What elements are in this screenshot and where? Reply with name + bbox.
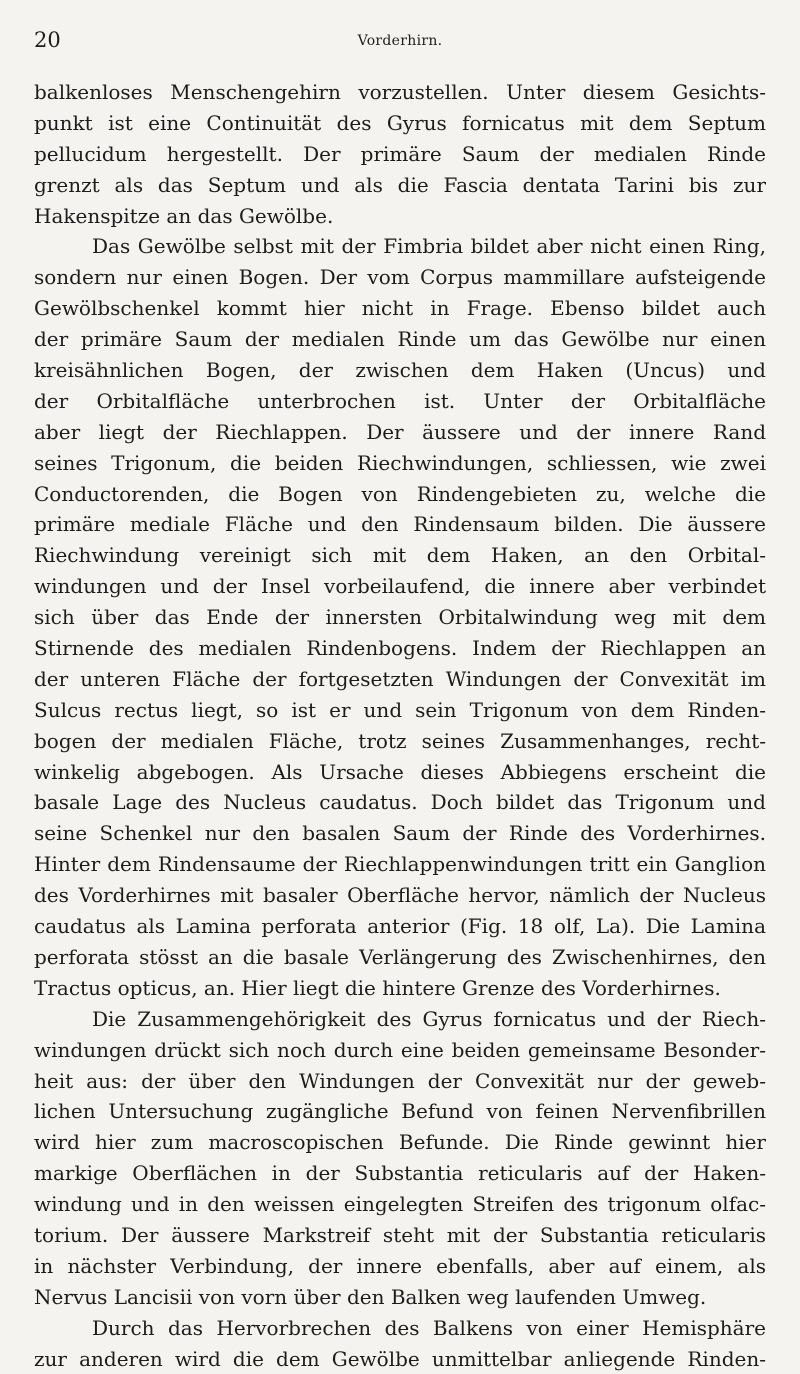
text-line: des Vorderhirnes mit basaler Oberfläche hervor, nämlich der Nucleus [34, 883, 766, 908]
text-line: seines Trigonum, die beiden Riechwindungen, schliessen, wie zwei [34, 450, 766, 475]
paragraph [34, 1313, 766, 1374]
text-line: windungen drückt sich noch durch eine beiden gemeinsame Besonder- [34, 1037, 766, 1062]
text-line: in nächster Verbindung, der innere ebenfalls, aber auf einem, als [34, 1253, 766, 1278]
text-line: balkenloses Menschengehirn vorzustellen. Unter diesem Gesichts- [34, 80, 766, 104]
text-line: Riechwindung vereinigt sich mit dem Haken, an den Orbital- [34, 543, 766, 568]
text-line: basale Lage des Nucleus caudatus. Doch bildet das Trigonum und [34, 790, 766, 815]
paragraph [34, 231, 766, 1003]
text-line: bogen der medialen Fläche, trotz seines Zusammenhanges, recht- [34, 728, 766, 753]
page-header [34, 28, 766, 58]
text-line: seine Schenkel nur den basalen Saum der Rinde des Vorderhirnes. [34, 821, 766, 846]
text-line: punkt ist eine Continuität des Gyrus fornicatus mit dem Septum [34, 110, 766, 135]
text-line: primäre mediale Fläche und den Rindensaum bilden. Die äussere [34, 512, 766, 537]
text-line: aber liegt der Riechlappen. Der äussere und der innere Rand [34, 419, 766, 444]
text-line: grenzt als das Septum und als die Fascia dentata Tarini bis zur [34, 172, 766, 197]
text-line: Stirnende des medialen Rindenbogens. Indem der Riechlappen an [34, 636, 766, 661]
text-line: der unteren Fläche der fortgesetzten Windungen der Convexität im [34, 666, 766, 691]
text-line: perforata stösst an die basale Verlängerung des Zwischenhirnes, den [34, 944, 766, 969]
text-line: Das Gewölbe selbst mit der Fimbria bildet aber nicht einen Ring, [92, 234, 766, 259]
text-line: markige Oberflächen in der Substantia reticularis auf der Haken- [34, 1161, 766, 1186]
text-line: Hakenspitze an das Gewölbe. [34, 203, 334, 228]
text-line: Sulcus rectus liegt, so ist er und sein Trigonum von dem Rinden- [34, 697, 766, 722]
text-line: wird hier zum macroscopischen Befunde. Die Rinde gewinnt hier [34, 1130, 766, 1155]
text-line: Hinter dem Rindensaume der Riechlappenwindungen tritt ein Ganglion [34, 852, 766, 877]
text-line: Conductorenden, die Bogen von Rindengebieten zu, welche die [34, 481, 766, 506]
text-line: sondern nur einen Bogen. Der vom Corpus mammillare aufsteigende [34, 265, 766, 290]
text-line: kreisähnlichen Bogen, der zwischen dem Haken (Uncus) und [34, 358, 766, 383]
text-line: zur anderen wird die dem Gewölbe unmittelbar anliegende Rinden- [34, 1346, 766, 1371]
text-line: caudatus als Lamina perforata anterior (Fig. 18 olf, La). Die Lamina [34, 914, 766, 939]
text-line: Nervus Lancisii von vorn über den Balken weg laufenden Umweg. [34, 1284, 707, 1309]
text-line: der primäre Saum der medialen Rinde um das Gewölbe nur einen [34, 327, 766, 352]
text-line: heit aus: der über den Windungen der Convexität nur der geweb- [34, 1068, 766, 1093]
text-line: winkelig abgebogen. Als Ursache dieses Abbiegens erscheint die [34, 759, 766, 784]
running-title: Vorderhirn. [357, 33, 443, 49]
text-line: lichen Untersuchung zugängliche Befund von feinen Nervenfibrillen [34, 1099, 766, 1124]
paragraph [34, 77, 766, 231]
text-line: Gewölbschenkel kommt hier nicht in Frage. Ebenso bildet auch [34, 296, 766, 321]
page-number: 20 [34, 28, 61, 52]
text-line: sich über das Ende der innersten Orbitalwindung weg mit dem [34, 605, 766, 630]
text-line: Die Zusammengehörigkeit des Gyrus fornicatus und der Riech- [92, 1006, 766, 1031]
text-line: Tractus opticus, an. Hier liegt die hintere Grenze des Vorderhirnes. [34, 975, 721, 1000]
text-line: torium. Der äussere Markstreif steht mit der Substantia reticularis [34, 1222, 766, 1247]
text-line: windung und in den weissen eingelegten Streifen des trigonum olfac- [34, 1192, 766, 1217]
text-line: pellucidum hergestellt. Der primäre Saum der medialen Rinde [34, 141, 766, 166]
text-line: windungen und der Insel vorbeilaufend, die innere aber verbindet [34, 574, 766, 599]
text-line: der Orbitalfläche unterbrochen ist. Unter der Orbitalfläche [34, 388, 766, 413]
paragraph [34, 1004, 766, 1313]
text-line: Durch das Hervorbrechen des Balkens von einer Hemisphäre [92, 1315, 766, 1340]
body-text [34, 77, 766, 1374]
